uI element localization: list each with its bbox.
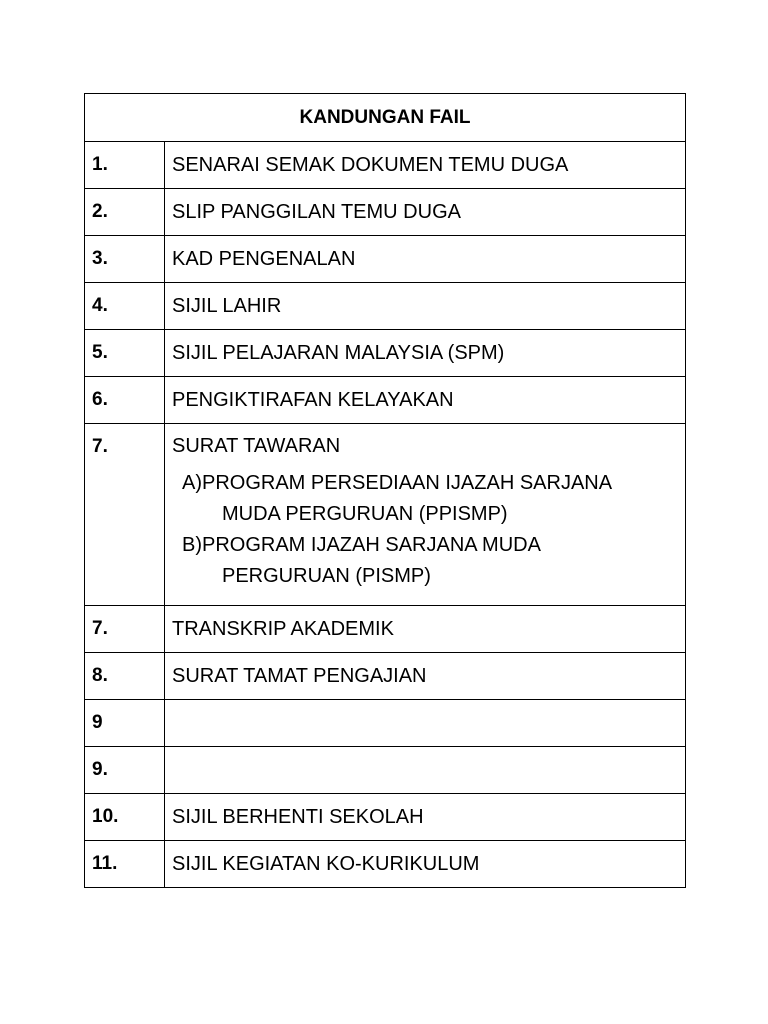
sub-item-line1: PROGRAM IJAZAH SARJANA MUDA <box>202 534 541 556</box>
table-row <box>85 236 686 283</box>
row-number: 2. <box>85 189 165 236</box>
row-number: 6. <box>85 377 165 424</box>
table-row <box>85 142 686 189</box>
table-header-row <box>85 94 686 142</box>
row-number: 7. <box>85 424 165 606</box>
row-number: 10. <box>85 794 165 841</box>
row-item: SURAT TAMAT PENGAJIAN <box>165 653 686 700</box>
sub-item-marker: A) <box>182 472 202 494</box>
sub-item-line1: PROGRAM PERSEDIAAN IJAZAH SARJANA <box>202 472 613 494</box>
sub-item-marker: B) <box>182 534 202 556</box>
sub-item-line2: MUDA PERGURUAN (PPISMP) <box>222 503 508 525</box>
row-item-heading: SURAT TAWARAN <box>172 435 341 457</box>
row-number: 3. <box>85 236 165 283</box>
row-number: 7. <box>85 606 165 653</box>
contents-table <box>84 93 686 888</box>
row-number: 1. <box>85 142 165 189</box>
row-number: 5. <box>85 330 165 377</box>
sub-list-item <box>172 530 685 592</box>
row-number: 9 <box>85 700 165 747</box>
sub-list-item <box>172 468 685 530</box>
table-row-surat-tawaran <box>85 424 686 606</box>
row-item: SLIP PANGGILAN TEMU DUGA <box>165 189 686 236</box>
table-row <box>85 700 686 747</box>
row-item: TRANSKRIP AKADEMIK <box>165 606 686 653</box>
row-number: 4. <box>85 283 165 330</box>
row-number: 9. <box>85 747 165 794</box>
table-row <box>85 653 686 700</box>
table-row <box>85 283 686 330</box>
table-row <box>85 794 686 841</box>
row-item: SENARAI SEMAK DOKUMEN TEMU DUGA <box>165 142 686 189</box>
row-item: SIJIL KEGIATAN KO-KURIKULUM <box>165 841 686 888</box>
row-item: SIJIL BERHENTI SEKOLAH <box>165 794 686 841</box>
sub-item-text <box>202 468 685 530</box>
row-item: KAD PENGENALAN <box>165 236 686 283</box>
row-item: PENGIKTIRAFAN KELAYAKAN <box>165 377 686 424</box>
sub-item-text <box>202 530 685 592</box>
row-item: SIJIL LAHIR <box>165 283 686 330</box>
row-item <box>165 700 686 747</box>
table-row <box>85 606 686 653</box>
table-row <box>85 377 686 424</box>
row-number: 8. <box>85 653 165 700</box>
row-item-multi <box>165 424 686 606</box>
row-item: SIJIL PELAJARAN MALAYSIA (SPM) <box>165 330 686 377</box>
table-row <box>85 330 686 377</box>
table-row <box>85 841 686 888</box>
table-row <box>85 747 686 794</box>
sub-item-line2: PERGURUAN (PISMP) <box>222 565 431 587</box>
table-row <box>85 189 686 236</box>
sub-list <box>172 468 685 592</box>
row-item <box>165 747 686 794</box>
table-title: KANDUNGAN FAIL <box>85 94 686 142</box>
row-number: 11. <box>85 841 165 888</box>
